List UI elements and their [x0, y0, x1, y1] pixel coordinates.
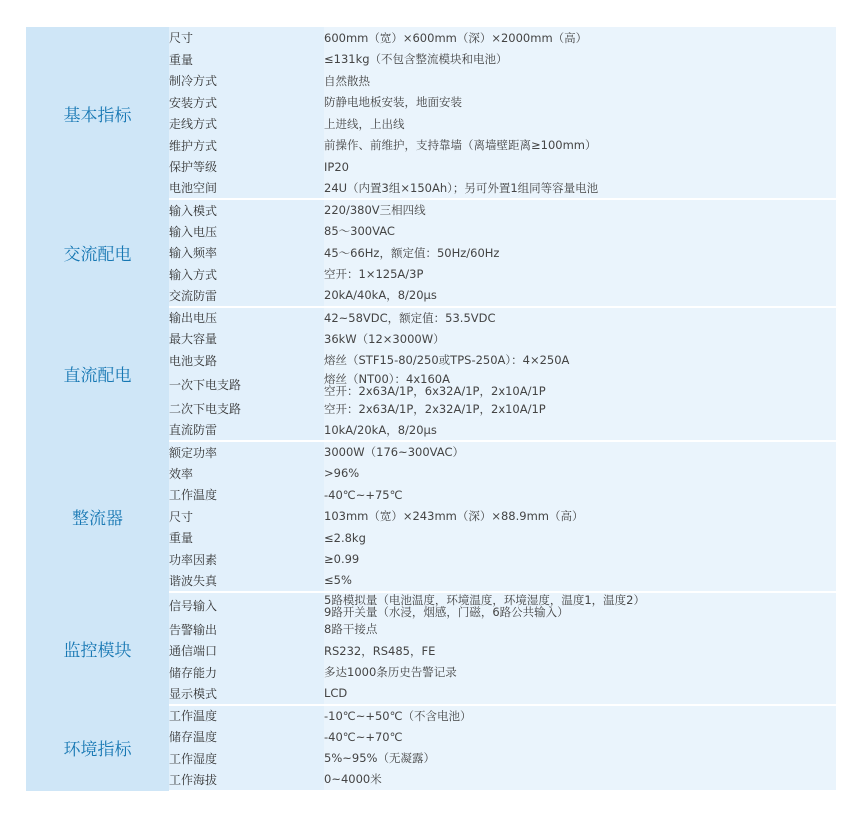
spec-value: 36kW（12×3000W）: [324, 328, 836, 350]
spec-value: -40℃~+75℃: [324, 484, 836, 506]
spec-label: 维护方式: [169, 135, 324, 157]
spec-label: 显示模式: [169, 683, 324, 705]
spec-value: IP20: [324, 156, 836, 178]
spec-label: 工作温度: [169, 705, 324, 727]
section-title: 直流配电: [26, 307, 169, 442]
spec-label: 工作海拔: [169, 769, 324, 791]
spec-row: [26, 27, 836, 49]
spec-value: [324, 592, 836, 619]
spec-value-line: 5路模拟量（电池温度，环境温度，环境湿度，温度1，温度2）: [324, 592, 645, 607]
spec-label: 工作湿度: [169, 748, 324, 770]
spec-row: [26, 592, 836, 619]
spec-value: 空开：2x63A/1P，2x32A/1P，2x10A/1P: [324, 398, 836, 420]
spec-label: 电池空间: [169, 178, 324, 200]
spec-label: 额定功率: [169, 441, 324, 463]
spec-label: 制冷方式: [169, 70, 324, 92]
spec-value: 220/380V三相四线: [324, 199, 836, 221]
spec-row: [26, 307, 836, 329]
spec-row: [26, 705, 836, 727]
spec-value: ≤5%: [324, 570, 836, 592]
spec-value: ≤131kg（不包含整流模块和电池）: [324, 49, 836, 71]
spec-label: 输入电压: [169, 221, 324, 243]
spec-value: 0~4000米: [324, 769, 836, 791]
spec-label: 交流防雷: [169, 285, 324, 307]
spec-value: [324, 371, 836, 398]
spec-label: 储存温度: [169, 726, 324, 748]
spec-label: 信号输入: [169, 592, 324, 619]
spec-label: 保护等级: [169, 156, 324, 178]
spec-label: 尺寸: [169, 506, 324, 528]
spec-value: 多达1000条历史告警记录: [324, 662, 836, 684]
spec-label: 输出电压: [169, 307, 324, 329]
spec-label: 一次下电支路: [169, 371, 324, 398]
spec-value: LCD: [324, 683, 836, 705]
spec-value: 自然散热: [324, 70, 836, 92]
spec-label: 重量: [169, 49, 324, 71]
spec-value: -40℃~+70℃: [324, 726, 836, 748]
spec-label: 最大容量: [169, 328, 324, 350]
spec-value-line: 9路开关量（水浸，烟感，门磁，6路公共输入）: [324, 604, 569, 619]
spec-label: 效率: [169, 463, 324, 485]
spec-value: 空开：1×125A/3P: [324, 264, 836, 286]
spec-value-line: 空开：2x63A/1P，6x32A/1P，2x10A/1P: [324, 383, 546, 398]
spec-value: 85～300VAC: [324, 221, 836, 243]
spec-value: ≥0.99: [324, 549, 836, 571]
spec-value: ≤2.8kg: [324, 527, 836, 549]
spec-label: 尺寸: [169, 27, 324, 49]
spec-value: 10kA/20kA，8/20μs: [324, 420, 836, 442]
spec-value: 45～66Hz，额定值：50Hz/60Hz: [324, 242, 836, 264]
spec-label: 输入频率: [169, 242, 324, 264]
spec-label: 输入模式: [169, 199, 324, 221]
spec-value: 前操作、前维护，支持靠墙（离墙壁距离≥100mm）: [324, 135, 836, 157]
spec-label: 谐波失真: [169, 570, 324, 592]
spec-value: 600mm（宽）×600mm（深）×2000mm（高）: [324, 27, 836, 49]
spec-table: [26, 27, 836, 792]
spec-value: RS232，RS485，FE: [324, 640, 836, 662]
spec-label: 电池支路: [169, 350, 324, 372]
section-title: 环境指标: [26, 705, 169, 791]
spec-value: >96%: [324, 463, 836, 485]
spec-value: 防静电地板安装，地面安装: [324, 92, 836, 114]
section-title: 基本指标: [26, 27, 169, 199]
spec-label: 重量: [169, 527, 324, 549]
spec-value: -10℃~+50℃（不含电池）: [324, 705, 836, 727]
spec-value: 24U（内置3组×150Ah）；另可外置1组同等容量电池: [324, 178, 836, 200]
section-title: 监控模块: [26, 592, 169, 705]
spec-value: 5%~95%（无凝露）: [324, 748, 836, 770]
section-title: 整流器: [26, 441, 169, 592]
spec-value: 42~58VDC，额定值：53.5VDC: [324, 307, 836, 329]
spec-label: 告警输出: [169, 619, 324, 641]
spec-label: 储存能力: [169, 662, 324, 684]
spec-label: 通信端口: [169, 640, 324, 662]
spec-value: 3000W（176~300VAC）: [324, 441, 836, 463]
spec-label: 输入方式: [169, 264, 324, 286]
spec-table-body: [26, 27, 836, 791]
spec-label: 工作温度: [169, 484, 324, 506]
spec-value: 熔丝（STF15-80/250或TPS-250A）：4×250A: [324, 350, 836, 372]
spec-label: 二次下电支路: [169, 398, 324, 420]
section-title: 交流配电: [26, 199, 169, 307]
spec-row: [26, 441, 836, 463]
spec-value-line: 熔丝（NT00）：4x160A: [324, 371, 450, 386]
spec-value: 20kA/40kA，8/20μs: [324, 285, 836, 307]
spec-value: 8路干接点: [324, 619, 836, 641]
spec-row: [26, 199, 836, 221]
spec-label: 功率因素: [169, 549, 324, 571]
spec-value: 103mm（宽）×243mm（深）×88.9mm（高）: [324, 506, 836, 528]
spec-label: 安装方式: [169, 92, 324, 114]
spec-label: 直流防雷: [169, 420, 324, 442]
spec-label: 走线方式: [169, 113, 324, 135]
spec-value: 上进线，上出线: [324, 113, 836, 135]
